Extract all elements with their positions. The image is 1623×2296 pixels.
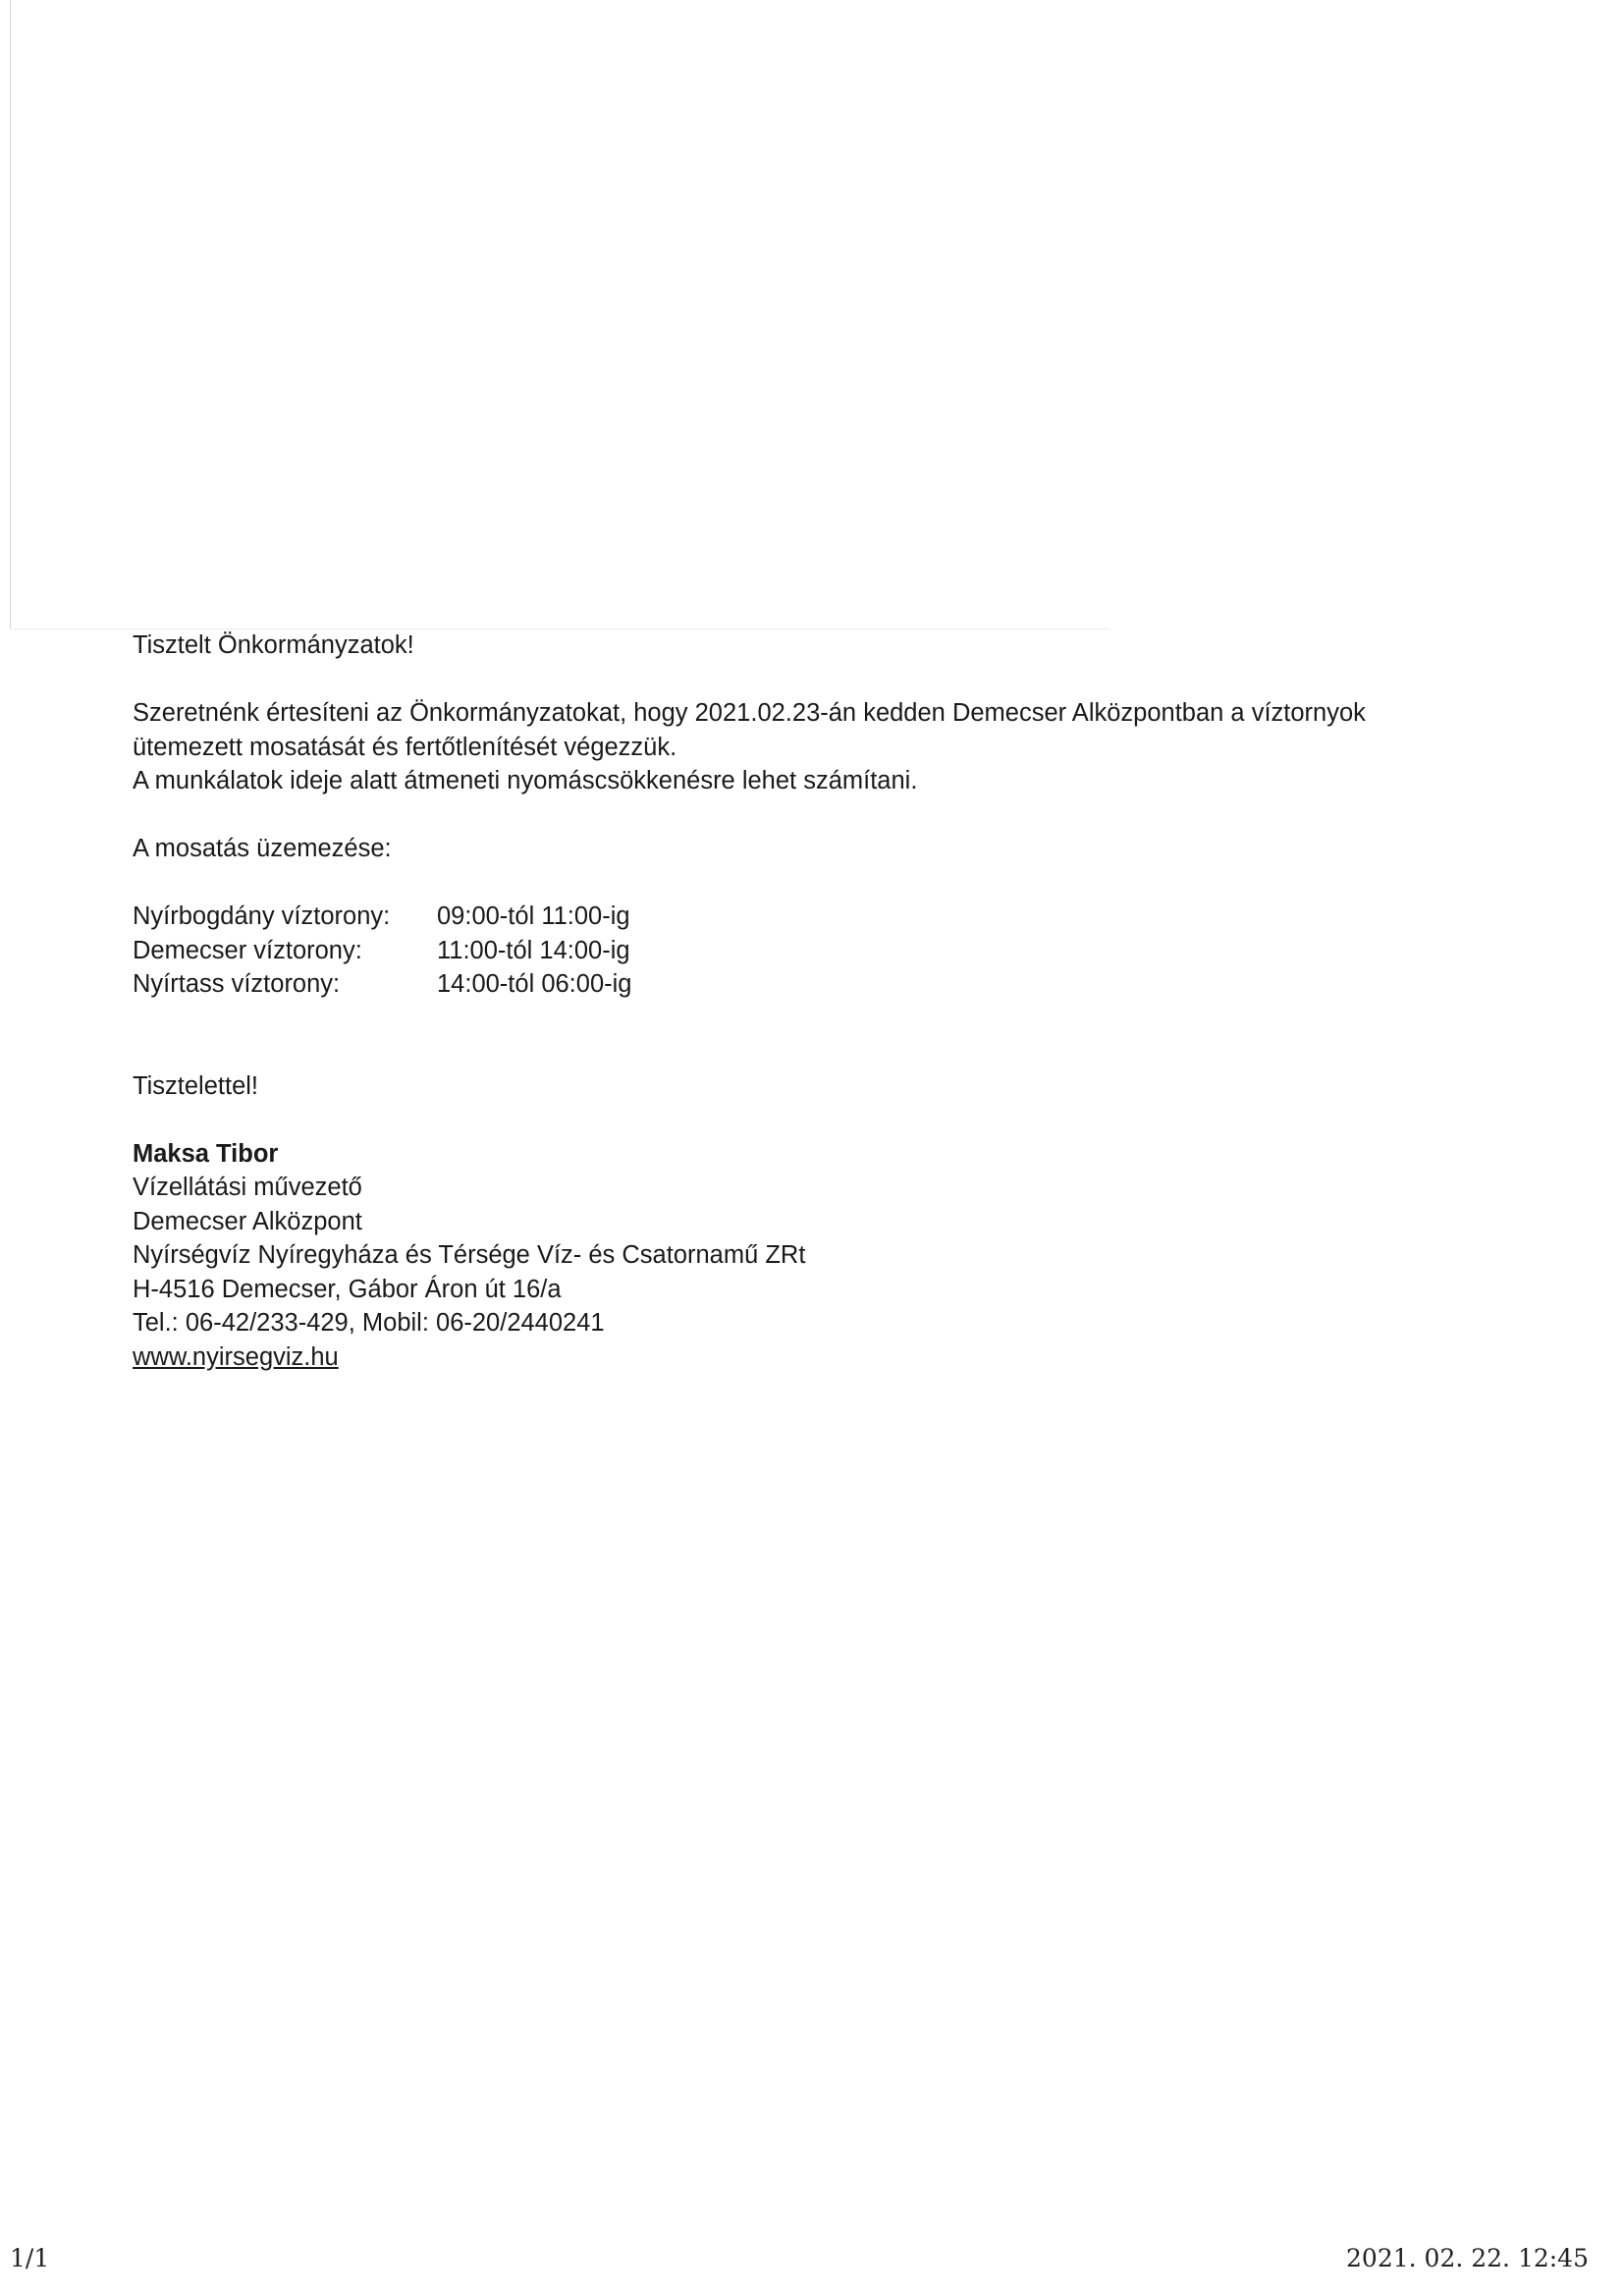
signature-block — [133, 1137, 1507, 1375]
signer-company: Nyírségvíz Nyíregyháza és Térsége Víz- és Csatornamű ZRt — [133, 1241, 806, 1269]
scan-edge-vertical — [10, 0, 11, 629]
website-link[interactable]: www.nyirsegviz.hu — [133, 1342, 339, 1371]
intro-paragraph — [133, 696, 1507, 798]
signer-phone: Tel.: 06-42/233-429, Mobil: 06-20/2440241 — [133, 1309, 605, 1337]
intro-line: ütemezett mosatását és fertőtlenítését végezzük. — [133, 733, 677, 761]
intro-line: Szeretnénk értesíteni az Önkormányzatokat, hogy 2021.02.23-án kedden Demecser Alközpontban a víztornyok — [133, 699, 1366, 727]
signer-address: H-4516 Demecser, Gábor Áron út 16/a — [133, 1275, 562, 1303]
letter-body — [133, 629, 1507, 1374]
footer-datetime: 2021. 02. 22. 12:45 — [1346, 2244, 1589, 2272]
signer-department: Demecser Alközpont — [133, 1207, 362, 1235]
intro-line: A munkálatok ideje alatt átmeneti nyomáscsökkenésre lehet számítani. — [133, 767, 918, 794]
schedule-time-demecser: 11:00-tól 14:00-ig — [437, 936, 630, 964]
schedule-table — [133, 900, 1507, 1002]
schedule-label-nyirtass: Nyírtass víztorony: — [133, 970, 341, 998]
signer-title: Vízellátási művezető — [133, 1174, 362, 1201]
schedule-time-nyirtass: 14:00-tól 06:00-ig — [437, 970, 632, 998]
schedule-time-nyirbogdany: 09:00-tól 11:00-ig — [437, 902, 630, 930]
signer-name: Maksa Tibor — [133, 1139, 279, 1168]
closing: Tisztelettel! — [133, 1071, 259, 1100]
schedule-label-demecser: Demecser víztorony: — [133, 936, 362, 964]
greeting: Tisztelt Önkormányzatok! — [133, 631, 414, 659]
schedule-title: A mosatás üzemezése: — [133, 835, 392, 862]
footer-page-number: 1/1 — [10, 2244, 50, 2272]
schedule-label-nyirbogdany: Nyírbogdány víztorony: — [133, 902, 391, 930]
